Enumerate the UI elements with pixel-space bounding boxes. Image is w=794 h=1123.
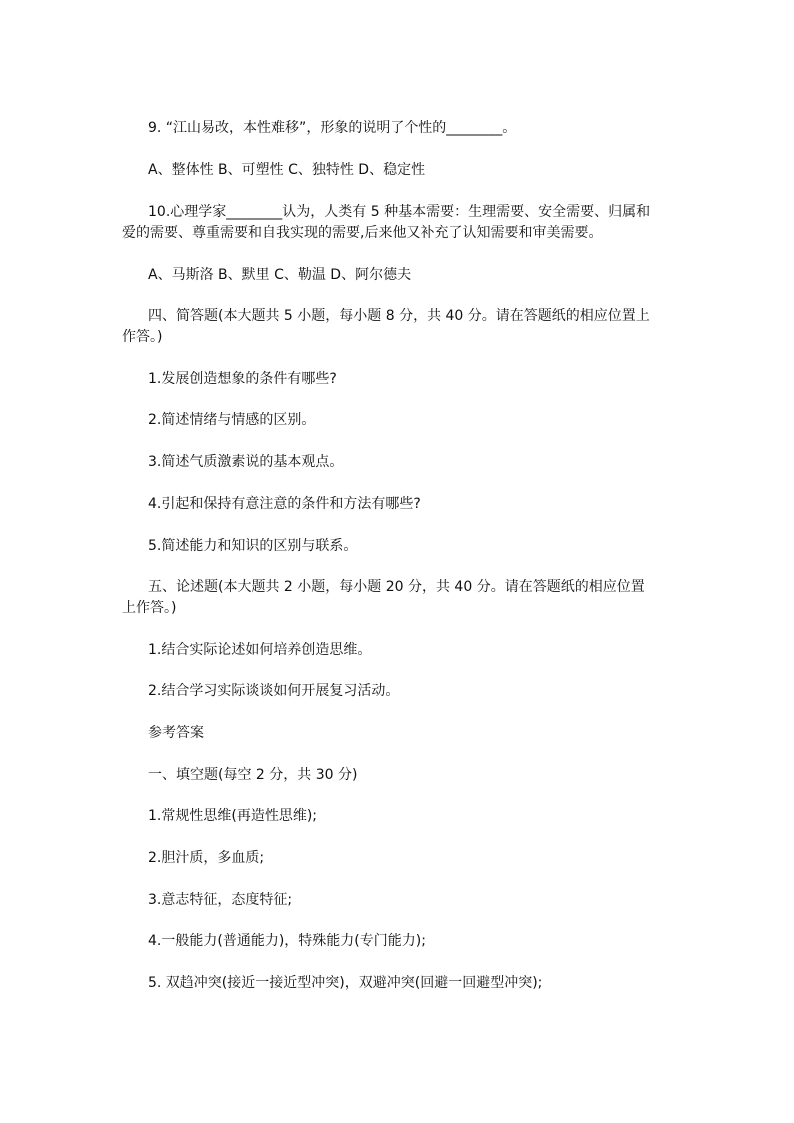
question-9-options: A、整体性 B、可塑性 C、独特性 D、稳定性 (148, 162, 426, 178)
answer-4: 4.一般能力(普通能力)，特殊能力(专门能力); (148, 933, 426, 949)
answer-section-1-heading: 一、填空题(每空 2 分，共 30 分) (148, 767, 358, 783)
essay-2: 2.结合学习实际谈谈如何开展复习活动。 (148, 683, 400, 699)
section-5-heading: 五、论述题(本大题共 2 小题，每小题 20 分，共 40 分。请在答题纸的相应位置上作答。) (122, 579, 645, 616)
section-4-heading: 四、简答题(本大题共 5 小题，每小题 8 分，共 40 分。请在答题纸的相应位置上作答。) (122, 308, 650, 345)
answer-5: 5. 双趋冲突(接近一接近型冲突)，双避冲突(回避一回避型冲突); (148, 975, 543, 991)
answer-1: 1.常规性思维(再造性思维); (148, 808, 317, 824)
short-answer-2: 2.简述情绪与情感的区别。 (148, 412, 316, 428)
answer-3: 3.意志特征，态度特征; (148, 892, 293, 908)
essay-1: 1.结合实际论述如何培养创造思维。 (148, 642, 372, 658)
answer-key-heading: 参考答案 (148, 725, 204, 741)
short-answer-4: 4.引起和保持有意注意的条件和方法有哪些? (148, 496, 421, 512)
answer-2: 2.胆汁质，多血质; (148, 850, 265, 866)
short-answer-5: 5.简述能力和知识的区别与联系。 (148, 538, 358, 554)
question-10-options: A、马斯洛 B、默里 C、勒温 D、阿尔德夫 (148, 267, 412, 283)
question-10: 10.心理学家________认为，人类有 5 种基本需要：生理需要、安全需要、归属和爱的需要、尊重需要和自我实现的需要,后来他又补充了认知需要和审美需要。 (122, 204, 651, 241)
question-9: 9. “江山易改，本性难移”，形象的说明了个性的________。 (148, 120, 517, 136)
short-answer-3: 3.简述气质激素说的基本观点。 (148, 454, 344, 470)
short-answer-1: 1.发展创造想象的条件有哪些? (148, 371, 337, 387)
